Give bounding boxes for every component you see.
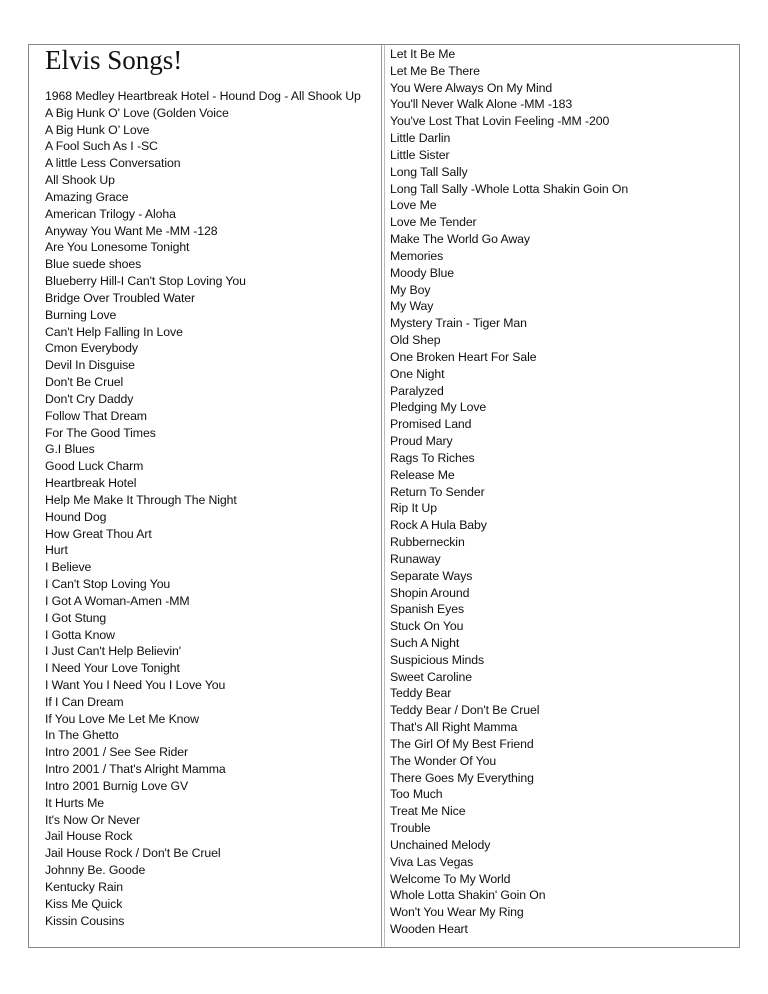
song-item: Let It Be Me — [390, 47, 456, 61]
song-item: Love Me Tender — [390, 215, 477, 230]
song-item: Anyway You Want Me -MM -128 — [45, 223, 218, 238]
song-item: Teddy Bear / Don't Be Cruel — [390, 703, 540, 718]
song-item: I Want You I Need You I Love You — [45, 677, 226, 692]
song-item: Rock A Hula Baby — [390, 518, 487, 533]
song-item: Mystery Train - Tiger Man — [390, 316, 527, 331]
song-item: A Big Hunk O' Love (Golden Voice — [45, 105, 229, 120]
song-item: I Need Your Love Tonight — [45, 661, 180, 676]
song-item: Johnny Be. Goode — [45, 863, 146, 878]
song-item: Return To Sender — [390, 484, 485, 499]
song-item: You'll Never Walk Alone -MM -183 — [390, 97, 573, 112]
song-item: Such A Night — [390, 635, 460, 650]
song-item: Suspicious Minds — [390, 652, 485, 667]
song-item: One Broken Heart For Sale — [390, 349, 537, 364]
song-item: It's Now Or Never — [45, 812, 140, 827]
song-item: Rubberneckin — [390, 535, 465, 550]
song-item: Blue suede shoes — [45, 257, 142, 272]
song-item: Help Me Make It Through The Night — [45, 492, 237, 507]
song-item: Intro 2001 Burnig Love GV — [45, 778, 189, 793]
song-item: Can't Help Falling In Love — [45, 324, 183, 339]
song-item: Viva Las Vegas — [390, 854, 474, 869]
song-item: Old Shep — [390, 333, 441, 348]
song-item: In The Ghetto — [45, 728, 119, 743]
song-item: Sweet Caroline — [390, 669, 472, 684]
document-title: Elvis Songs! — [45, 45, 183, 75]
song-item: Memories — [390, 248, 444, 263]
song-table — [28, 44, 740, 948]
song-item: Unchained Melody — [390, 837, 491, 852]
song-item: A Fool Such As I -SC — [45, 139, 158, 154]
song-item: It Hurts Me — [45, 795, 105, 810]
song-item: I Got Stung — [45, 610, 107, 625]
song-item: Runaway — [390, 551, 441, 566]
song-item: Good Luck Charm — [45, 459, 144, 474]
song-item: One Night — [390, 366, 445, 381]
song-item: For The Good Times — [45, 425, 156, 440]
song-item: Make The World Go Away — [390, 232, 530, 247]
song-item: Spanish Eyes — [390, 602, 464, 617]
song-item: Won't You Wear My Ring — [390, 905, 524, 920]
left-song-list — [45, 88, 379, 929]
song-item: The Girl Of My Best Friend — [390, 736, 534, 751]
song-item: Jail House Rock — [45, 829, 133, 844]
song-item: Promised Land — [390, 417, 472, 432]
song-item: Love Me — [390, 198, 437, 213]
song-item: American Trilogy - Aloha — [45, 206, 176, 221]
song-item: Heartbreak Hotel — [45, 476, 137, 491]
left-column — [45, 45, 379, 929]
song-item: Pledging My Love — [390, 400, 487, 415]
song-item: A Big Hunk O’ Love — [45, 122, 150, 137]
song-item: Proud Mary — [390, 434, 453, 449]
song-item: Too Much — [390, 787, 443, 802]
song-item: Kiss Me Quick — [45, 896, 123, 911]
song-item: Release Me — [390, 467, 455, 482]
song-item: Don't Cry Daddy — [45, 391, 134, 406]
song-item: Little Sister — [390, 147, 450, 162]
song-item: Cmon Everybody — [45, 341, 138, 356]
song-item: Wooden Heart — [390, 922, 468, 937]
song-item: Paralyzed — [390, 383, 444, 398]
song-item: Are You Lonesome Tonight — [45, 240, 190, 255]
song-item: Blueberry Hill-I Can't Stop Loving You — [45, 274, 246, 289]
song-item: Follow That Dream — [45, 408, 147, 423]
right-song-list — [390, 46, 730, 938]
song-item: Welcome To My World — [390, 871, 511, 886]
song-item: Don't Be Cruel — [45, 375, 124, 390]
song-item: I Just Can't Help Believin' — [45, 644, 181, 659]
song-item: That's All Right Mamma — [390, 720, 518, 735]
song-item: Bridge Over Troubled Water — [45, 290, 196, 305]
song-item: Intro 2001 / That's Alright Mamma — [45, 762, 226, 777]
song-item: Amazing Grace — [45, 189, 129, 204]
song-item: If I Can Dream — [45, 694, 124, 709]
song-item: Kentucky Rain — [45, 879, 123, 894]
song-item: Long Tall Sally -Whole Lotta Shakin Goin On — [390, 181, 629, 196]
right-column — [390, 46, 730, 938]
song-item: There Goes My Everything — [390, 770, 534, 785]
song-item: I Can't Stop Loving You — [45, 577, 171, 592]
column-divider — [381, 45, 385, 947]
song-item: Whole Lotta Shakin' Goin On — [390, 888, 546, 903]
song-item: Devil In Disguise — [45, 358, 135, 373]
song-item: If You Love Me Let Me Know — [45, 711, 199, 726]
song-item: Hound Dog — [45, 509, 107, 524]
song-item: Long Tall Sally — [390, 164, 468, 179]
song-item: Rags To Riches — [390, 450, 475, 465]
song-item: 1968 Medley Heartbreak Hotel - Hound Dog - All Shook Up — [45, 89, 361, 103]
song-item: The Wonder Of You — [390, 753, 497, 768]
song-item: I Gotta Know — [45, 627, 115, 642]
song-item: All Shook Up — [45, 173, 115, 188]
song-item: You Were Always On My Mind — [390, 80, 553, 95]
song-item: Kissin Cousins — [45, 913, 125, 928]
song-item: My Way — [390, 299, 434, 314]
song-item: My Boy — [390, 282, 431, 297]
song-item: Let Me Be There — [390, 63, 480, 78]
song-item: You've Lost That Lovin Feeling -MM -200 — [390, 114, 610, 129]
song-item: Jail House Rock / Don't Be Cruel — [45, 846, 221, 861]
song-item: Stuck On You — [390, 619, 464, 634]
song-item: I Believe — [45, 560, 92, 575]
song-item: How Great Thou Art — [45, 526, 152, 541]
song-item: Separate Ways — [390, 568, 473, 583]
song-item: G.I Blues — [45, 442, 95, 457]
song-item: Trouble — [390, 821, 431, 836]
song-item: Hurt — [45, 543, 68, 558]
song-item: Teddy Bear — [390, 686, 452, 701]
song-item: I Got A Woman-Amen -MM — [45, 593, 190, 608]
song-item: Shopin Around — [390, 585, 470, 600]
song-item: Rip It Up — [390, 501, 437, 516]
song-item: Little Darlin — [390, 131, 451, 146]
song-item: Burning Love — [45, 307, 117, 322]
song-item: Treat Me Nice — [390, 804, 466, 819]
song-item: Intro 2001 / See See Rider — [45, 745, 189, 760]
song-item: A little Less Conversation — [45, 156, 181, 171]
song-item: Moody Blue — [390, 265, 454, 280]
